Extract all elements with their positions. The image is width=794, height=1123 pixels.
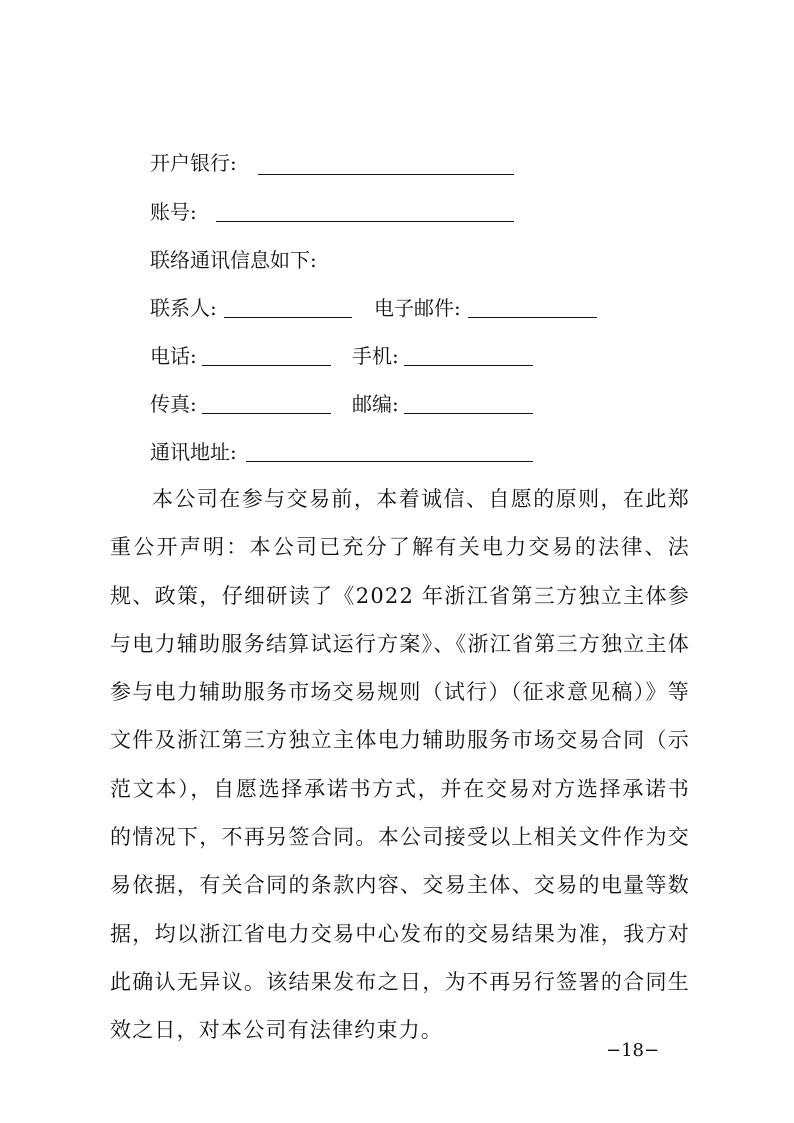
phone-label: 电话:: [150, 344, 197, 368]
declaration-paragraph: [110, 475, 690, 1055]
bank-label: 开户银行:: [150, 151, 237, 175]
contact-intro: 联络通讯信息如下:: [150, 248, 317, 272]
contact-person-blank: [224, 317, 352, 318]
fax-blank: [202, 413, 331, 414]
contact-person-label: 联系人:: [150, 296, 217, 320]
email-label: 电子邮件:: [374, 296, 461, 320]
address-label: 通讯地址:: [150, 440, 237, 464]
bank-blank: [258, 174, 514, 175]
page-number: −18−: [606, 1040, 660, 1061]
address-blank: [246, 461, 533, 462]
mobile-label: 手机:: [352, 344, 399, 368]
fax-label: 传真:: [150, 392, 197, 416]
declaration-text: 本公司在参与交易前，本着诚信、自愿的原则，在此郑重公开声明：本公司已充分了解有关电力交易的法律、法规、政策，仔细研读了《2022 年浙江省第三方独立主体参与电力辅助服务结算试运行方案》、《浙江省第三方独立主体参与电力辅助服务市场交易规则（试行）（征求意见稿）》等文件及浙江第三方独立主体电力辅助服务市场交易合同（示范文本），自愿选择承诺书方式，并在交易对方选择承诺书的情况下，不再另签合同。本公司接受以上相关文件作为交易依据，有关合同的条款内容、交易主体、交易的电量等数据，均以浙江省电力交易中心发布的交易结果为准，我方对此确认无异议。该结果发布之日，为不再另行签署的合同生效之日，对本公司有法律约束力。: [110, 487, 690, 1043]
postcode-label: 邮编:: [352, 392, 399, 416]
phone-blank: [202, 365, 331, 366]
email-blank: [468, 317, 597, 318]
mobile-blank: [404, 365, 533, 366]
account-blank: [216, 221, 514, 222]
account-label: 账号:: [150, 200, 197, 224]
postcode-blank: [404, 413, 533, 414]
